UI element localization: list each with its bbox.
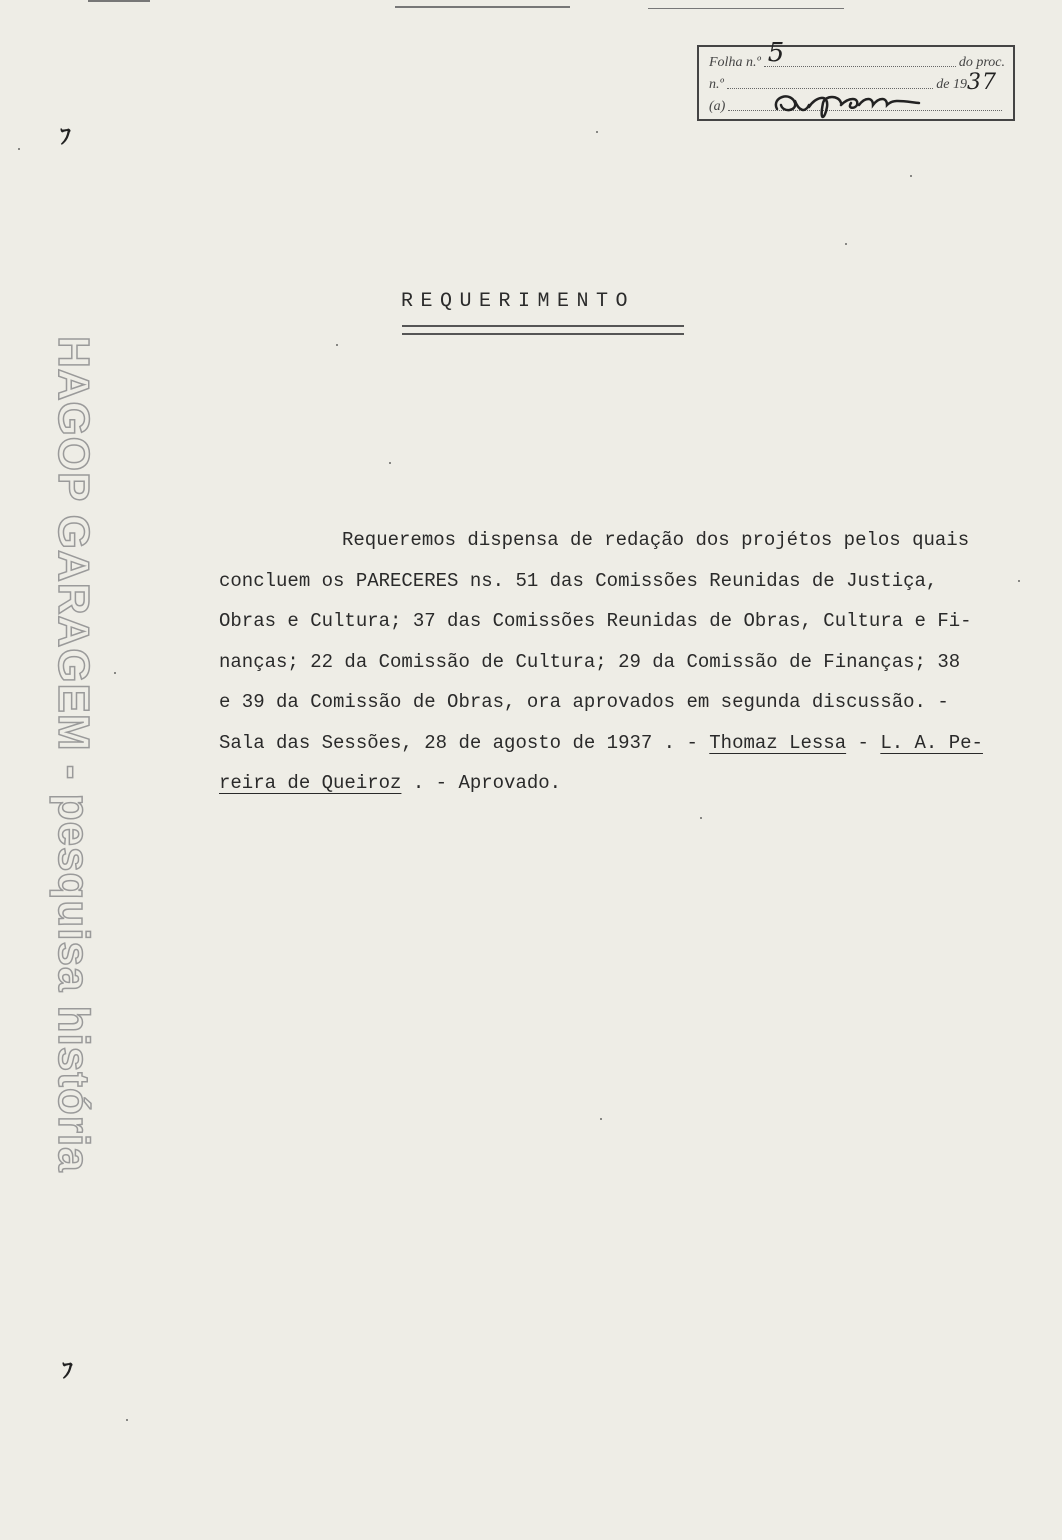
scan-speck [1018,580,1020,582]
stamp-year-value: 37 [967,70,997,95]
scan-speck [114,672,116,674]
scan-speck [336,344,338,346]
stamp-proc-label: do proc. [958,55,1005,70]
document-title: REQUERIMENTO [401,290,636,313]
body-line: e 39 da Comissão de Obras, ora aprovados em segunda discussão. - [219,691,949,713]
stamp-row-folha [709,38,1005,71]
signatory-pereira-queiroz-part2: reira de Queiroz [219,772,402,794]
scan-speck [126,1419,128,1421]
scan-speck [600,1118,602,1120]
scan-speck [18,148,20,150]
stamp-year-label: de 19 [936,77,967,92]
signatory-thomaz-lessa: Thomaz Lessa [709,731,847,754]
stamp-signature-label: (a) [709,99,726,114]
title-double-underline [402,325,684,335]
scan-speck [596,131,598,133]
scan-speck [700,817,702,819]
separator-text: - [846,731,881,754]
scan-speck [845,243,847,245]
body-line: nanças; 22 da Comissão de Cultura; 29 da Comissão de Finanças; 38 [219,650,961,673]
session-date-text: Sala das Sessões, 28 de agosto de 1937 . - [219,731,710,754]
stamp-numero-label: n.º [709,77,724,92]
body-line [219,763,1034,804]
body-line [219,723,1034,764]
approval-text: . - Aprovado. [401,772,562,794]
watermark: HAGOP GARAGEM - pesquisa história [49,336,98,1173]
scan-mark [88,0,150,2]
folio-stamp [697,38,1015,121]
stamp-folha-number: 5 [767,38,786,68]
body-line: Requeremos dispensa de redação dos projétos pelos quais [342,529,970,551]
margin-mark: ﾌ [60,125,72,150]
document-body [219,520,1034,804]
scan-speck [910,175,912,177]
margin-mark: ﾌ [62,1359,74,1384]
signatory-pereira-queiroz-part1: L. A. Pe- [880,731,983,754]
scan-speck [389,462,391,464]
stamp-folha-label: Folha n.º [709,55,761,70]
body-line: Obras e Cultura; 37 das Comissões Reunidas de Obras, Cultura e Fi- [219,610,972,632]
handwritten-signature [769,83,929,125]
stamp-dotted-line [764,38,956,68]
scan-mark [395,6,570,8]
body-line: concluem os PARECERES ns. 51 das Comissões Reunidas de Justiça, [219,569,938,592]
scan-mark [648,8,844,9]
